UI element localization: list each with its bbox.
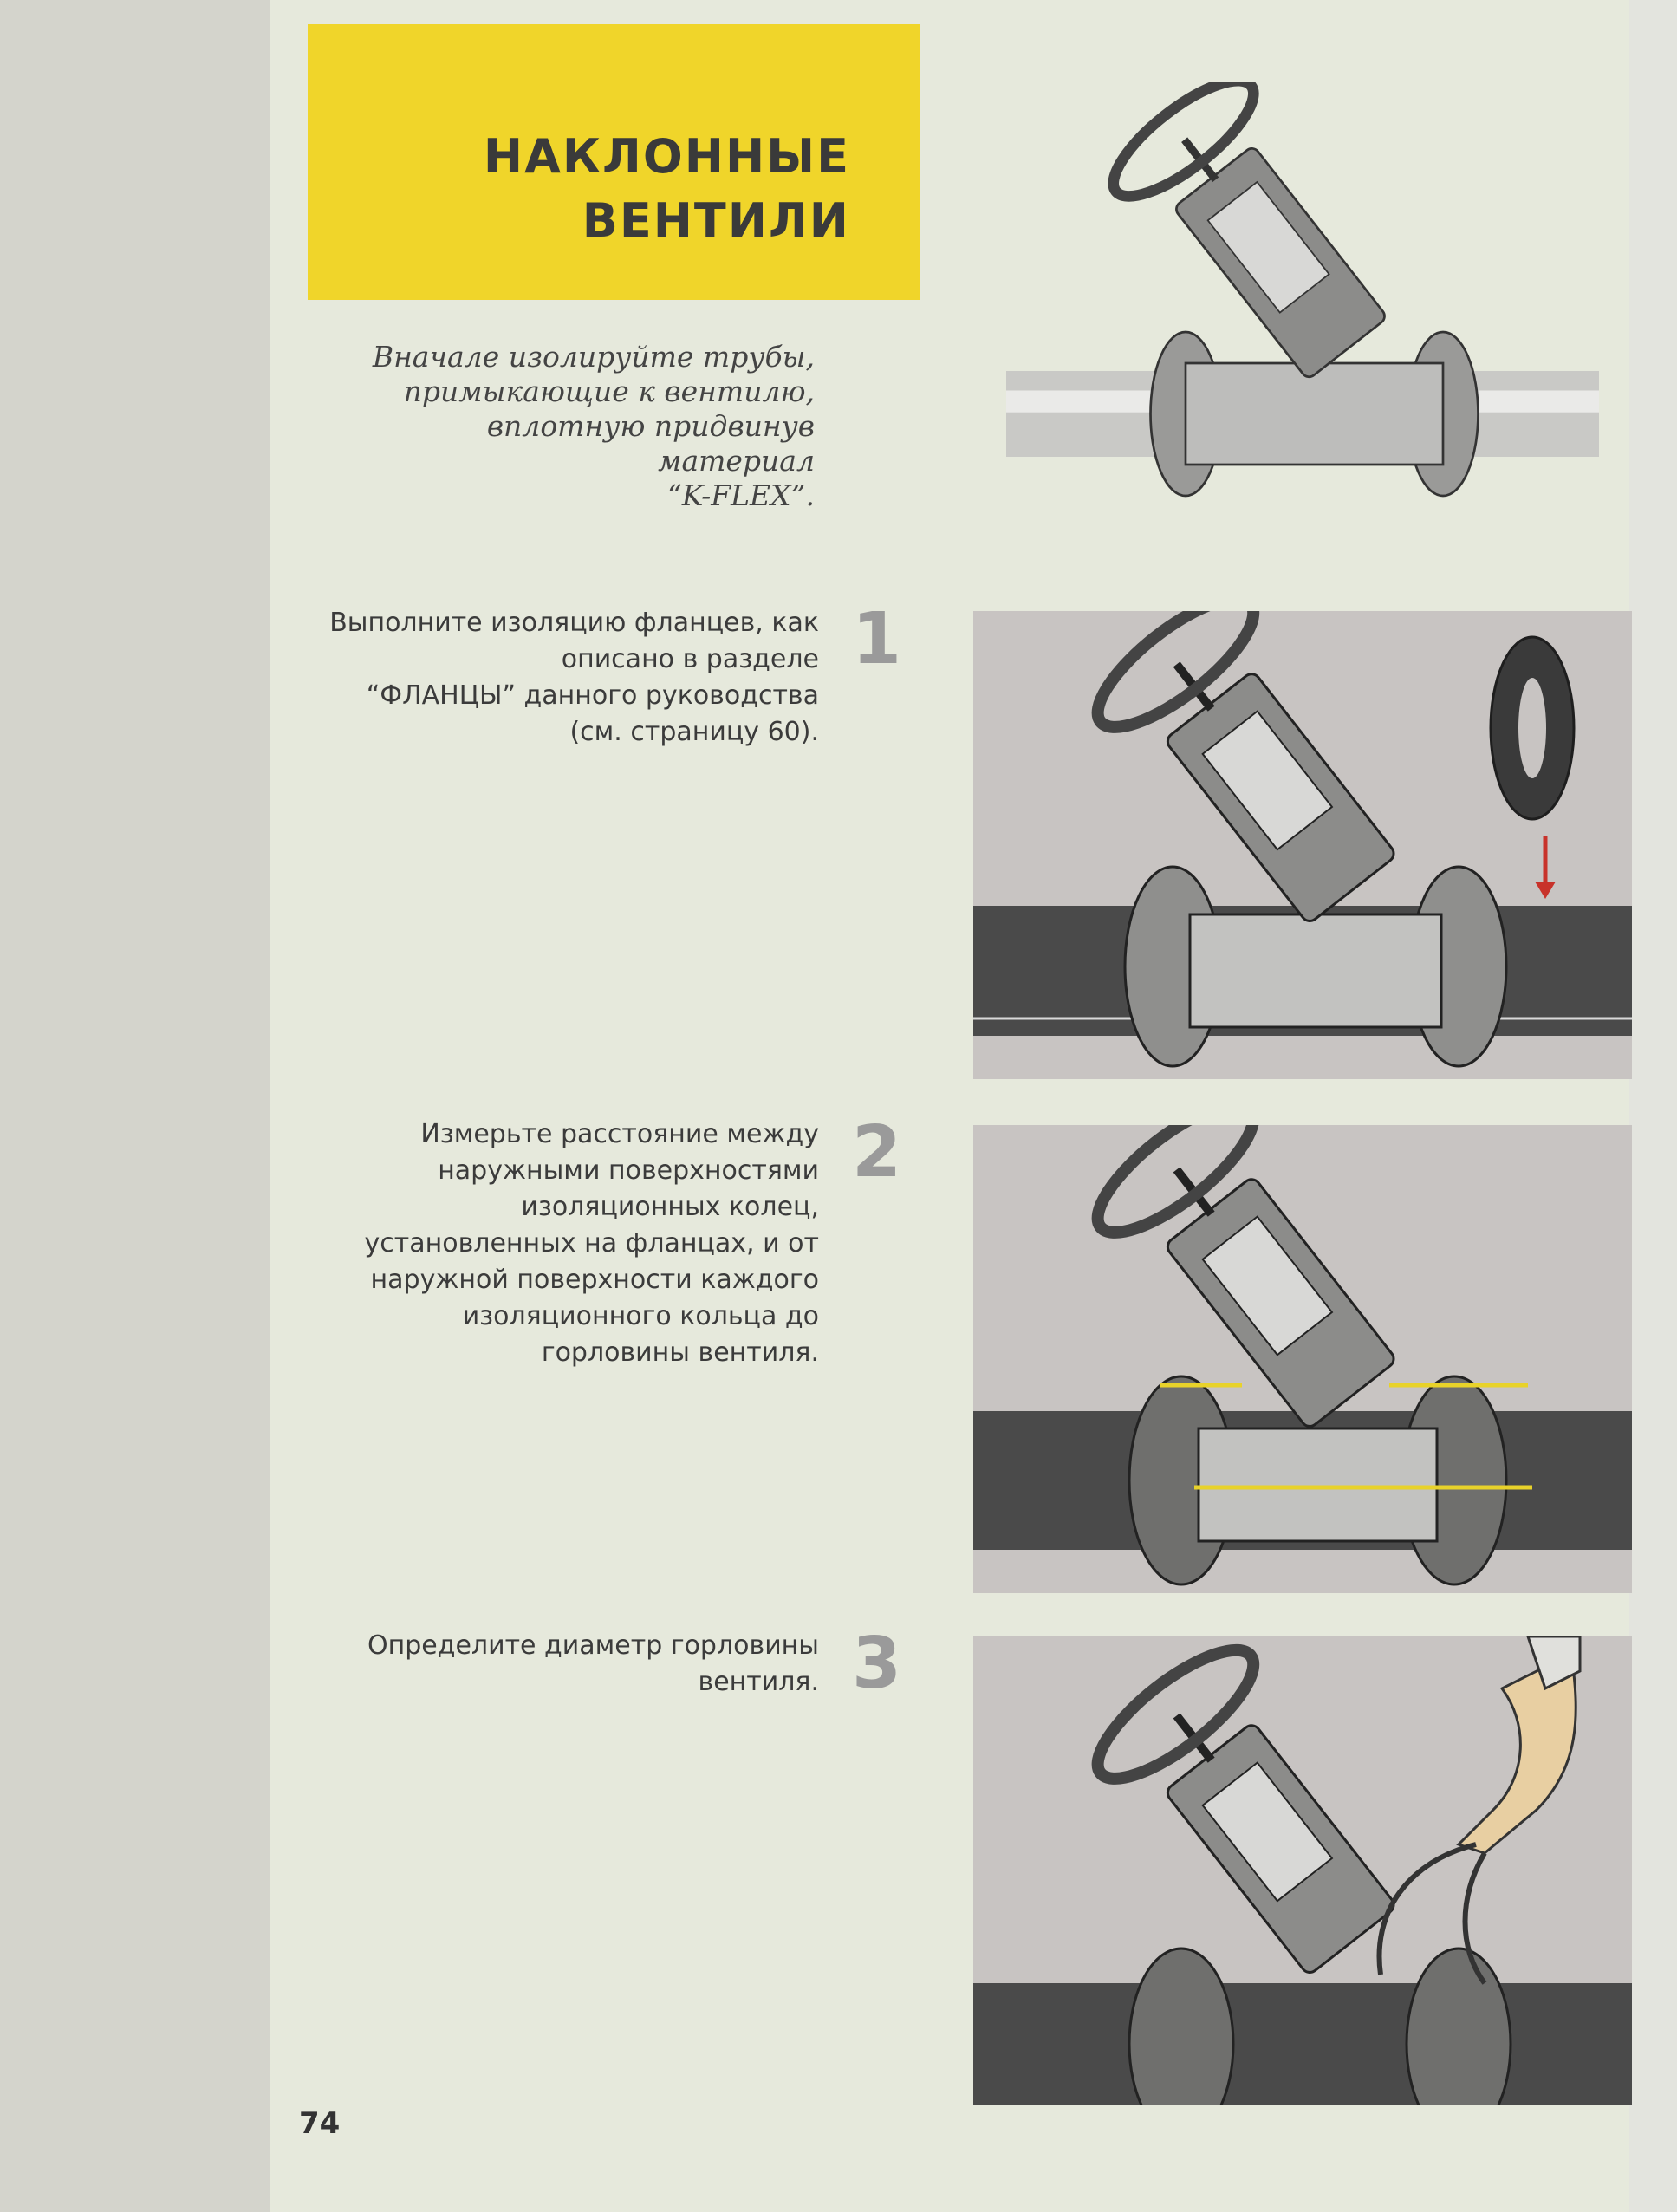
step-line: наружной поверхности каждого [370,1265,819,1295]
title-line-1: НАКЛОННЫЕ [483,129,850,184]
step-line: изоляционных колец, [521,1192,819,1222]
intro-text [329,340,815,513]
step-line: “ФЛАНЦЫ” данного руководства [366,680,819,711]
step-line: (см. страницу 60). [569,717,819,747]
step-line: Определите диаметр горловины [367,1630,819,1661]
illustration-valve-flange-ring [973,611,1632,1079]
illustration-valve-measure-lines [973,1125,1632,1593]
intro-line: “K-FLEX”. [666,478,815,512]
valve-flange-ring-drawing [973,611,1632,1079]
intro-line: Вначале изолируйте трубы, [372,340,815,374]
step-line: установленных на фланцах, и от [364,1228,819,1259]
intro-line: примыкающие к вентилю, [403,374,815,408]
step-2-text [329,1116,819,1371]
intro-line: вплотную придвинув материал [486,409,815,478]
right-margin-strip [1629,0,1677,2212]
title-banner [308,24,920,300]
title-line-2: ВЕНТИЛИ [582,193,850,248]
step-line: Выполните изоляцию фланцев, как [329,608,819,638]
step-line: наружными поверхностями [438,1155,819,1186]
page-title [484,125,850,253]
step-1-number: 1 [852,598,902,680]
step-line: горловины вентиля. [541,1337,819,1368]
illustration-valve-caliper-hand [973,1636,1632,2105]
left-margin-strip [0,0,270,2212]
valve-caliper-drawing [973,1636,1632,2105]
illustration-valve-bare [973,82,1632,550]
step-line: описано в разделе [561,644,819,674]
step-3-number: 3 [852,1623,902,1705]
step-line: вентиля. [698,1667,819,1697]
valve-bare-drawing [973,82,1632,550]
step-line: изоляционного кольца до [462,1301,819,1331]
step-3-text [329,1628,819,1701]
step-1-text [329,605,819,751]
step-line: Измерьте расстояние между [420,1119,819,1149]
valve-measure-drawing [973,1125,1632,1593]
page-number: 74 [299,2106,341,2141]
step-2-number: 2 [852,1111,902,1194]
